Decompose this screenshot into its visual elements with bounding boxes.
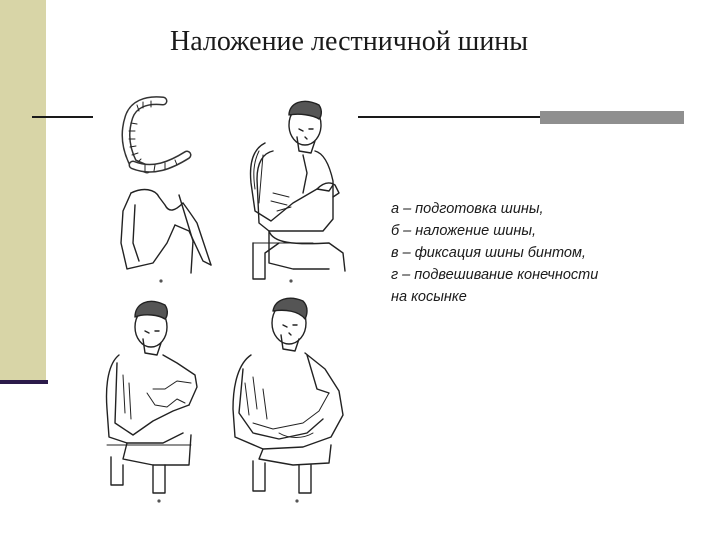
panel-v-drawing — [107, 301, 198, 502]
caption-line-v: в – фиксация шины бинтом, — [391, 245, 586, 261]
title-rule-right — [357, 116, 540, 118]
splint-illustration — [93, 93, 358, 510]
caption-line-a: а – подготовка шины, — [391, 201, 544, 217]
panel-b-drawing — [251, 101, 345, 282]
figure-caption — [391, 198, 598, 308]
left-band-underline — [0, 380, 48, 384]
title-accent-bar — [540, 111, 684, 124]
slide-title: Наложение лестничной шины — [170, 26, 529, 57]
title-rule-left — [32, 116, 94, 118]
left-decorative-band — [0, 0, 46, 382]
caption-line-g-cont: на косынке — [391, 289, 467, 305]
panel-a-drawing — [121, 101, 211, 283]
panel-g-drawing — [233, 298, 343, 502]
caption-line-g: г – подвешивание конечности — [391, 267, 599, 283]
splint-illustration-svg — [93, 93, 358, 510]
caption-line-b: б – наложение шины, — [391, 223, 537, 239]
